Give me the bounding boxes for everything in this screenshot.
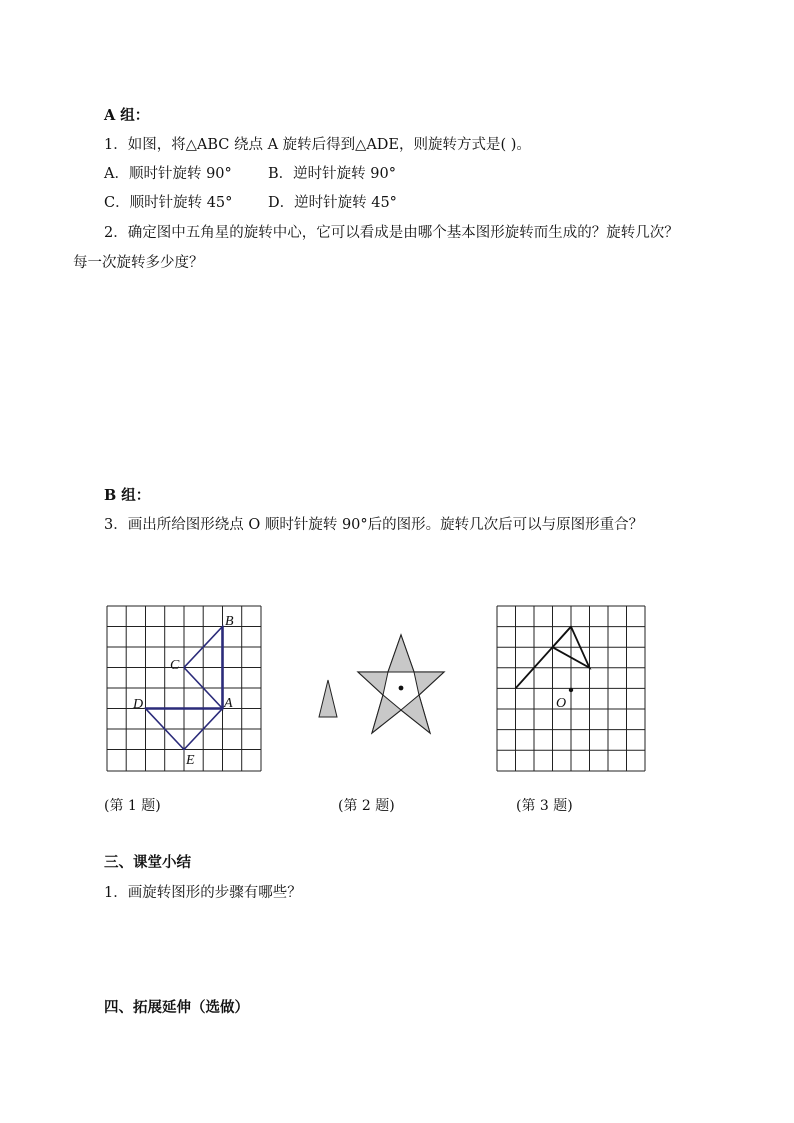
label-e: E bbox=[186, 753, 195, 768]
caption-figure-2: (第 2 题) bbox=[338, 798, 395, 814]
star-center-dot bbox=[399, 686, 404, 691]
section-3-question-1: 1．画旋转图形的步骤有哪些？ bbox=[104, 885, 302, 901]
label-b: B bbox=[225, 614, 234, 629]
label-a: A bbox=[224, 696, 233, 711]
group-a-heading: A 组： bbox=[104, 107, 150, 124]
figure-2 bbox=[314, 632, 454, 742]
option-d: D．逆时针旋转 45° bbox=[268, 195, 397, 211]
option-b: B．逆时针旋转 90° bbox=[268, 166, 396, 182]
option-c: C．顺时针旋转 45° bbox=[104, 195, 233, 211]
question-3-text: 3．画出所给图形绕点 O 顺时针旋转 90°后的图形。旋转几次后可以与原图形重合？ bbox=[104, 517, 644, 533]
point-o bbox=[569, 688, 573, 692]
star-tip-left bbox=[358, 672, 388, 695]
question-1-text: 1．如图，将△ABC 绕点 A 旋转后得到△ADE，则旋转方式是( )。 bbox=[104, 137, 531, 153]
figure-3 bbox=[496, 605, 646, 773]
caption-figure-3: (第 3 题) bbox=[516, 798, 573, 814]
label-c: C bbox=[170, 658, 180, 673]
section-3-heading: 三、课堂小结 bbox=[104, 854, 191, 871]
question-2-line-1: 2．确定图中五角星的旋转中心，它可以看成是由哪个基本图形旋转而生成的？旋转几次？ bbox=[104, 225, 679, 241]
figure-1 bbox=[106, 605, 262, 773]
label-d: D bbox=[133, 697, 144, 712]
caption-figure-1: (第 1 题) bbox=[104, 798, 161, 814]
base-triangle-shape bbox=[319, 680, 337, 717]
group-b-heading: B 组： bbox=[104, 487, 151, 504]
star-tip-right bbox=[414, 672, 444, 695]
star-tip-top bbox=[388, 635, 414, 672]
section-4-heading: 四、拓展延伸（选做） bbox=[104, 999, 249, 1016]
figure-1-grid bbox=[107, 606, 261, 771]
question-2-line-2: 每一次旋转多少度？ bbox=[73, 255, 204, 271]
label-o: O bbox=[556, 696, 567, 711]
option-a: A．顺时针旋转 90° bbox=[104, 166, 232, 182]
